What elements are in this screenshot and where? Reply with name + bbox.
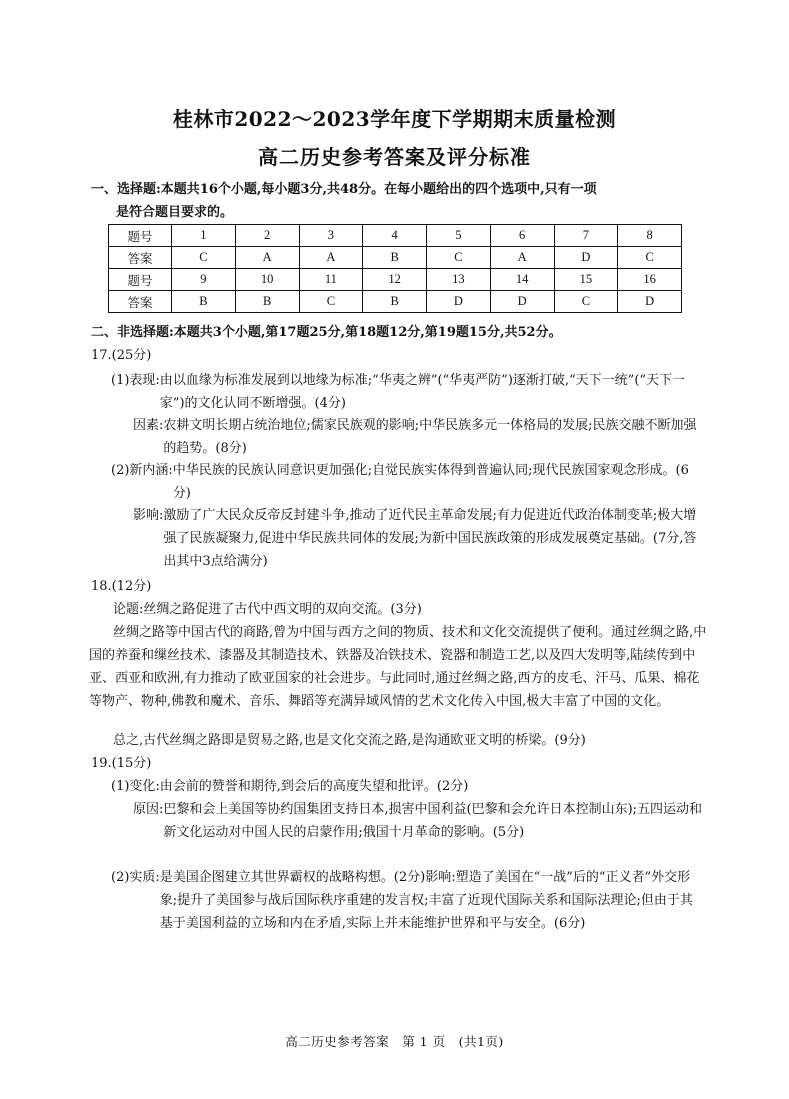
question-number-cell: 11: [299, 269, 363, 291]
question-number-cell: 2: [235, 225, 299, 247]
question-number-cell: 15: [554, 269, 618, 291]
section1-heading-line1: 一、选择题:本题共16个小题,每小题3分,共48分。在每小题给出的四个选项中,只有一项: [91, 182, 597, 197]
question-number-cell: 7: [554, 225, 618, 247]
answer-cell: D: [427, 291, 491, 313]
q17-p3-label: (2)新内涵:: [111, 463, 173, 478]
answer-cell: C: [172, 247, 236, 269]
q17-p3-text: 中华民族的民族认同意识更加强化;自觉民族实体得到普遍认同;现代民族国家观念形成。(6分): [172, 463, 689, 501]
q19-part1-change: [111, 775, 705, 798]
answer-cell: D: [618, 291, 682, 313]
page-title: 桂林市2022～2023学年度下学期期末质量检测: [172, 107, 617, 131]
row-label-answer: 答案: [109, 291, 172, 313]
answer-cell: D: [490, 291, 554, 313]
question-number-cell: 3: [299, 225, 363, 247]
table-row-questions: [109, 269, 682, 291]
table-row-answers: [109, 247, 682, 269]
answer-cell: B: [363, 247, 427, 269]
section1-heading: [91, 178, 721, 224]
answer-cell: A: [235, 247, 299, 269]
question-number-cell: 4: [363, 225, 427, 247]
question-number-cell: 5: [427, 225, 491, 247]
q19-p3-text: 是美国企图建立其世界霸权的战略构想。(2分)影响:塑造了美国在“一战”后的“正义者”外交形象;提升了美国参与战后国际秩序重建的发言权;丰富了近现代国际关系和国际法理论;但由于其基于美国利益的立场和内在矛盾,实际上并未能维护世界和平与安全。(6分): [159, 870, 693, 931]
q19-p2-text: 巴黎和会上美国等协约国集团支持日本,损害中国利益(巴黎和会允许日本控制山东);五四运动和新文化运动对中国人民的启蒙作用;俄国十月革命的影响。(5分): [163, 802, 703, 840]
question-number-cell: 10: [235, 269, 299, 291]
q18-body: 丝绸之路等中国古代的商路,曾为中国与西方之间的物质、技术和文化交流提供了便利。通过丝绸之路,中国的养蚕和缫丝技术、漆器及其制造技术、铁器及冶铁技术、瓷器和制造工艺,以及四大发明等,陆续传到中亚、西亚和欧洲,有力推动了欧亚国家的社会进步。与此同时,通过丝绸之路,西方的皮毛、汗马、瓜果、棉花等物产、物种,佛教和魔术、音乐、舞蹈等充满异域风情的艺术文化传入中国,极大丰富了中国的文化。: [89, 625, 707, 709]
row-label-question: 题号: [109, 269, 172, 291]
table-row-answers: [109, 291, 682, 313]
q17-part1-factors: [133, 414, 705, 460]
q17-part2-new-meaning: [111, 459, 705, 505]
question-number-cell: 9: [172, 269, 236, 291]
question-number-cell: 14: [490, 269, 554, 291]
q19-number: 19.(15分): [91, 756, 152, 771]
answer-cell: B: [172, 291, 236, 313]
answer-cell: B: [235, 291, 299, 313]
q19-p1-text: 由会前的赞誉和期待,到会后的高度失望和批评。(2分): [159, 779, 469, 794]
q19-part2-essence: [111, 866, 705, 935]
row-label-answer: 答案: [109, 247, 172, 269]
section2-heading: 二、非选择题:本题共3个小题,第17题25分,第18题12分,第19题15分,共52分。: [91, 325, 562, 340]
q17-part1-performance: [111, 369, 705, 415]
page-footer: 高二历史参考答案 第 1 页 (共1页): [285, 1034, 504, 1049]
q17-p2-text: 农耕文明长期占统治地位;儒家民族观的影响;中华民族多元一体格局的发展;民族交融不断加强的趋势。(8分): [163, 418, 697, 456]
q17-p1-label: (1)表现:: [111, 373, 160, 388]
q17-p4-text: 激励了广大民众反帝反封建斗争,推动了近代民主革命发展;有力促进近代政治体制变革;极大增强了民族凝聚力,促进中华民族共同体的发展;为新中国民族政策的形成发展奠定基础。(7分,答出其中3点给满分): [163, 508, 697, 569]
answer-table: [108, 224, 682, 313]
q18-conclusion: 总之,古代丝绸之路即是贸易之路,也是文化交流之路,是沟通欧亚文明的桥梁。(9分): [113, 733, 586, 748]
q18-number: 18.(12分): [91, 579, 152, 594]
answer-cell: B: [363, 291, 427, 313]
question-number-cell: 12: [363, 269, 427, 291]
answer-cell: A: [490, 247, 554, 269]
section1-heading-line2: 是符合题目要求的。: [116, 205, 234, 220]
page-subtitle: 高二历史参考答案及评分标准: [258, 145, 531, 169]
q19-part1-reasons: [133, 798, 705, 844]
answer-cell: C: [427, 247, 491, 269]
q19-p1-label: (1)变化:: [111, 779, 160, 794]
question-number-cell: 6: [490, 225, 554, 247]
q17-p4-label: 影响:: [133, 508, 164, 523]
q17-number: 17.(25分): [91, 348, 152, 363]
q17-part2-impact: [133, 504, 705, 573]
answer-cell: C: [299, 291, 363, 313]
question-number-cell: 16: [618, 269, 682, 291]
answer-cell: D: [554, 247, 618, 269]
row-label-question: 题号: [109, 225, 172, 247]
question-number-cell: 1: [172, 225, 236, 247]
answer-cell: C: [554, 291, 618, 313]
q17-p2-label: 因素:: [133, 418, 164, 433]
q17-p1-text: 由以血缘为标准发展到以地缘为标准;“华夷之辨”(“华夷严防”)逐渐打破,“天下一统”(“天下一家”)的文化认同不断增强。(4分): [159, 373, 686, 411]
q19-p2-label: 原因:: [133, 802, 164, 817]
question-number-cell: 8: [618, 225, 682, 247]
answer-cell: A: [299, 247, 363, 269]
q19-p3-label: (2)实质:: [111, 870, 160, 885]
table-row-questions: [109, 225, 682, 247]
answer-cell: C: [618, 247, 682, 269]
question-number-cell: 13: [427, 269, 491, 291]
q18-thesis: 论题:丝绸之路促进了古代中西文明的双向交流。(3分): [113, 602, 422, 617]
